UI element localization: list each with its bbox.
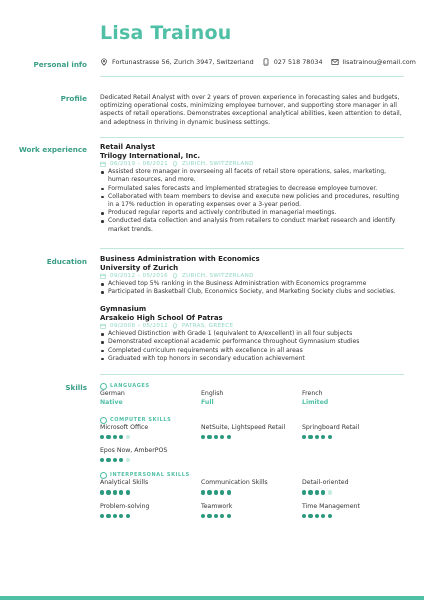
computer-skills-heading: COMPUTER SKILLS (100, 416, 405, 424)
skill-item: Microsoft Office (100, 424, 201, 439)
rating-dot-filled (201, 435, 205, 439)
school-name: University of Zurich (100, 263, 179, 272)
list-item: Produced regular reports and actively contributed in managerial meetings. (100, 209, 405, 217)
rating-dot-filled (126, 514, 130, 518)
job-meta (100, 160, 405, 168)
education-place: PATRAS, GREECE (181, 323, 234, 330)
education-bullets (100, 330, 405, 363)
job-organization: Trilogy International, Inc. (100, 151, 201, 160)
skill-item: Communication Skills (201, 479, 302, 494)
skill-item: Detail-oriented (302, 479, 403, 494)
list-item: Collaborated with team members to devise and execute new policies and procedures, resulting in a 17% reduction in operating expenses over a 3-year period. (100, 193, 405, 209)
degree-title: Gymnasium (100, 305, 147, 313)
divider (100, 374, 404, 375)
divider (100, 137, 404, 138)
interpersonal-skills-heading: INTERPERSONAL SKILLS (100, 471, 405, 479)
skill-item: Epos Now, AmberPOS (100, 447, 201, 462)
job-place: ZURICH, SWITZERLAND (181, 161, 254, 168)
location-pin-icon (100, 58, 108, 66)
work-entry (100, 143, 405, 234)
rating-dot-filled (302, 490, 306, 494)
languages-heading: LANGUAGES (100, 382, 405, 390)
rating-dot-filled (100, 514, 104, 518)
education-meta (100, 322, 405, 330)
skill-item: Analytical Skills (100, 479, 201, 494)
job-title: Retail Analyst (100, 143, 156, 151)
calendar-icon (100, 161, 106, 167)
rating-dots (201, 490, 302, 494)
list-item: Formulated sales forecasts and implemented strategies to decrease employee turnover. (100, 185, 405, 193)
rating-dots (100, 490, 201, 494)
rating-dot-filled (100, 490, 104, 494)
rating-dot-filled (119, 514, 123, 518)
rating-dot-filled (106, 435, 110, 439)
skill-item: Time Management (302, 503, 403, 518)
language-item: English Full (201, 390, 224, 406)
contact-email[interactable]: lisatrainou@email.com (342, 58, 416, 66)
list-item: Achieved Distinction with Grade 1 (equivalent to A/excellent) in all four subjects (100, 330, 405, 338)
skills-block (100, 382, 405, 518)
calendar-icon (100, 273, 106, 279)
location-pin-icon (172, 323, 178, 329)
section-title-skills: Skills (65, 383, 87, 392)
circle-icon (100, 417, 107, 424)
rating-dot-empty (126, 458, 130, 462)
rating-dot-filled (214, 490, 218, 494)
computer-skills-grid (100, 424, 405, 462)
rating-dot-filled (106, 490, 110, 494)
contact-address: Fortunastrasse 56, Zurich 3947, Switzerland (112, 58, 254, 66)
calendar-icon (100, 323, 106, 329)
rating-dot-filled (106, 514, 110, 518)
rating-dot-filled (302, 435, 306, 439)
rating-dot-filled (315, 435, 319, 439)
rating-dot-empty (126, 435, 130, 439)
education-bullets (100, 280, 405, 296)
rating-dot-filled (302, 514, 306, 518)
rating-dot-filled (321, 435, 325, 439)
rating-dot-filled (113, 458, 117, 462)
list-item: Graduated with top honors in secondary education achievement (100, 355, 405, 363)
rating-dots (302, 435, 403, 439)
rating-dot-filled (328, 514, 332, 518)
education-place: ZURICH, SWITZERLAND (181, 273, 254, 280)
rating-dot-filled (113, 490, 117, 494)
rating-dot-filled (308, 435, 312, 439)
contact-phone: 027 518 78034 (273, 58, 323, 66)
rating-dot-filled (315, 490, 319, 494)
rating-dot-filled (308, 514, 312, 518)
list-item: Demonstrated exceptional academic performance throughout Gymnasium studies (100, 338, 405, 346)
languages-grid (100, 390, 405, 407)
skill-item: Problem-solving (100, 503, 201, 518)
skill-item: Teamwork (201, 503, 302, 518)
rating-dot-filled (308, 490, 312, 494)
section-title-education: Education (46, 257, 87, 266)
section-title-work: Work experience (18, 145, 87, 154)
education-dates: 09/2012 – 05/2016 (110, 273, 168, 280)
education-meta (100, 272, 405, 280)
rating-dots (100, 514, 201, 518)
list-item: Completed curriculum requirements with excellence in all areas (100, 347, 405, 355)
rating-dot-filled (100, 435, 104, 439)
rating-dots (100, 435, 201, 439)
rating-dot-filled (119, 490, 123, 494)
divider (100, 76, 404, 77)
rating-dot-filled (207, 435, 211, 439)
rating-dot-filled (220, 490, 224, 494)
list-item: Assisted store manager in overseeing all facets of retail store operations, sales, marketing, human resources, and more. (100, 168, 405, 184)
rating-dot-filled (201, 490, 205, 494)
circle-icon (100, 472, 107, 479)
rating-dot-filled (126, 490, 130, 494)
education-entry (100, 255, 405, 297)
location-pin-icon (172, 161, 178, 167)
rating-dots (201, 514, 302, 518)
section-title-personal: Personal info (33, 60, 87, 69)
education-entry (100, 305, 405, 363)
circle-icon (100, 383, 107, 390)
rating-dot-filled (220, 514, 224, 518)
rating-dot-filled (227, 490, 231, 494)
rating-dots (302, 490, 403, 494)
list-item: Participated in Basketball Club, Economics Society, and Marketing Society clubs and societies. (100, 288, 405, 296)
education-dates: 09/2008 – 05/2012 (110, 323, 168, 330)
phone-icon (262, 58, 270, 66)
interpersonal-skills-grid (100, 479, 405, 517)
divider (100, 248, 404, 249)
rating-dot-filled (113, 514, 117, 518)
rating-dot-filled (207, 514, 211, 518)
rating-dot-filled (207, 490, 211, 494)
degree-title: Business Administration with Economics (100, 255, 260, 263)
section-title-profile: Profile (60, 94, 87, 103)
list-item: Conducted data collection and analysis from retailers to conduct market research and identify market trends. (100, 217, 405, 233)
footer-accent-bar (0, 596, 424, 600)
school-name: Arsakeio High School Of Patras (100, 313, 223, 322)
skill-item: NetSuite, Lightspeed Retail (201, 424, 302, 439)
rating-dots (201, 435, 302, 439)
language-item: German Native (100, 390, 125, 406)
rating-dot-filled (106, 458, 110, 462)
rating-dot-filled (227, 514, 231, 518)
rating-dot-filled (119, 435, 123, 439)
rating-dot-filled (328, 435, 332, 439)
rating-dot-filled (220, 435, 224, 439)
rating-dots (302, 514, 403, 518)
skill-item: Springboard Retail (302, 424, 403, 439)
rating-dot-filled (214, 435, 218, 439)
profile-text: Dedicated Retail Analyst with over 2 years of proven experience in forecasting sales and budgets, optimizing operational costs, minimizing employee turnover, and supporting store manager in all aspects of retail operations. Demonstrates exceptional analytical abilities, keen attention to detail, and adeptness in thriving in dynamic business settings. (100, 94, 402, 126)
envelope-icon (331, 58, 339, 66)
language-item: French Limited (302, 390, 329, 406)
rating-dot-filled (201, 514, 205, 518)
candidate-name: Lisa Trainou (100, 22, 232, 44)
location-pin-icon (172, 273, 178, 279)
rating-dot-filled (321, 514, 325, 518)
job-dates: 06/2019 – 06/2021 (110, 161, 168, 168)
rating-dot-empty (328, 490, 332, 494)
rating-dot-filled (113, 435, 117, 439)
contact-row (100, 58, 416, 66)
job-bullets (100, 168, 405, 234)
list-item: Achieved top 5% ranking in the Business Administration with Economics programme (100, 280, 405, 288)
rating-dots (100, 458, 201, 462)
rating-dot-filled (315, 514, 319, 518)
rating-dot-filled (100, 458, 104, 462)
rating-dot-filled (227, 435, 231, 439)
rating-dot-filled (214, 514, 218, 518)
rating-dot-filled (321, 490, 325, 494)
rating-dot-filled (119, 458, 123, 462)
